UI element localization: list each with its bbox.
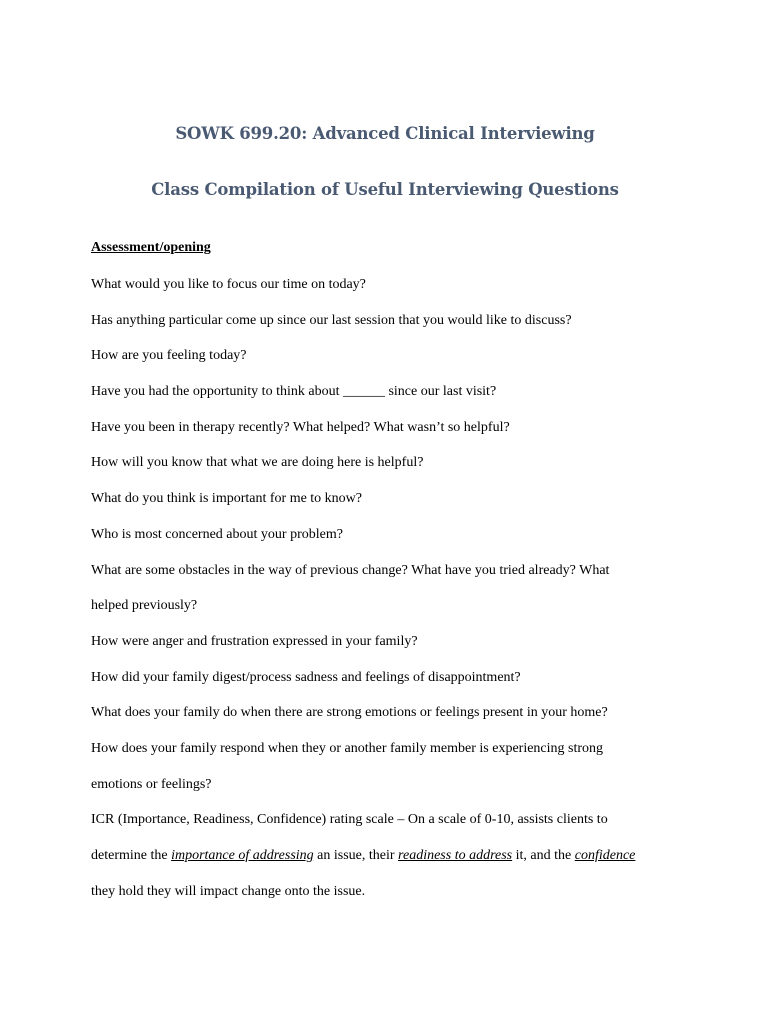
question-line: Who is most concerned about your problem?	[91, 527, 343, 542]
document-subtitle: Class Compilation of Useful Interviewing Questions	[151, 180, 619, 199]
section-heading-assessment: Assessment/opening	[91, 240, 211, 255]
icr-emphasis-importance: importance of addressing	[171, 848, 314, 863]
question-line: What do you think is important for me to know?	[91, 491, 363, 506]
icr-line-emphasis	[91, 846, 635, 866]
question-line: Has anything particular come up since our last session that you would like to discuss?	[91, 313, 572, 328]
icr-emphasis-readiness: readiness to address	[398, 848, 513, 863]
question-line: Have you been in therapy recently? What helped? What wasn’t so helpful?	[91, 420, 510, 435]
icr-line: they hold they will impact change onto the issue.	[91, 884, 366, 899]
icr-emphasis-confidence: confidence	[574, 848, 636, 863]
question-line: How will you know that what we are doing here is helpful?	[91, 455, 424, 470]
icr-line: ICR (Importance, Readiness, Confidence) rating scale – On a scale of 0-10, assists clients to	[91, 812, 608, 827]
document-title: SOWK 699.20: Advanced Clinical Interviewing	[175, 124, 595, 143]
question-line: How does your family respond when they or another family member is experiencing strong	[91, 741, 604, 756]
question-line: helped previously?	[91, 598, 198, 613]
question-line: What are some obstacles in the way of previous change? What have you tried already? What	[91, 563, 610, 578]
icr-text: determine the	[91, 848, 172, 863]
question-line: How are you feeling today?	[91, 348, 247, 363]
question-line: How were anger and frustration expressed in your family?	[91, 634, 418, 649]
icr-text: it, and the	[512, 848, 575, 863]
question-line: What would you like to focus our time on today?	[91, 277, 366, 292]
question-line: What does your family do when there are strong emotions or feelings present in your home?	[91, 705, 608, 720]
question-line: emotions or feelings?	[91, 777, 212, 792]
icr-text: an issue, their	[313, 848, 399, 863]
question-line: Have you had the opportunity to think about ______ since our last visit?	[91, 384, 497, 399]
question-line: How did your family digest/process sadness and feelings of disappointment?	[91, 670, 521, 685]
